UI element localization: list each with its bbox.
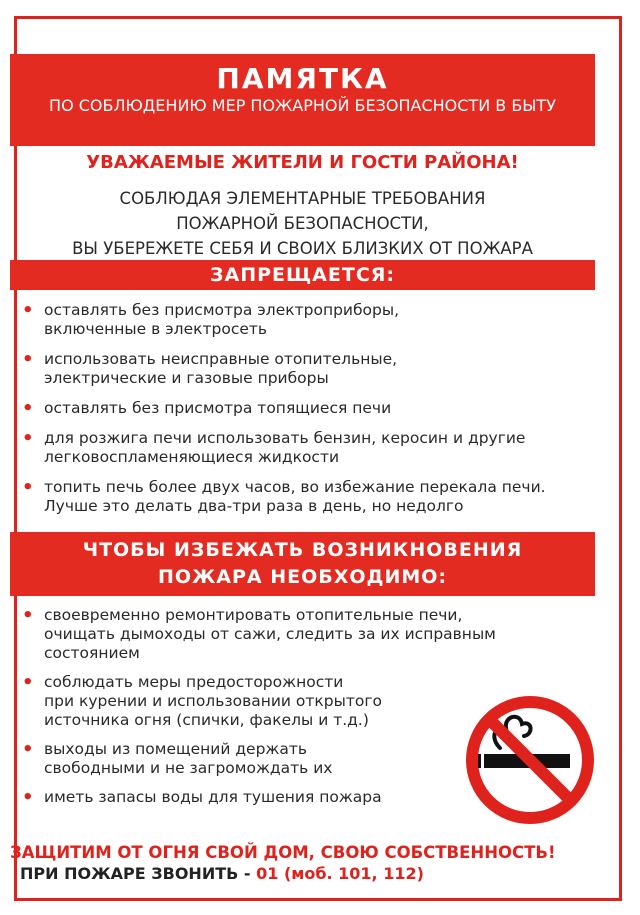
no-smoking-icon [460, 690, 600, 830]
list-item: • соблюдать меры предосторожности при курении и использовании открытого источника огня (спички, факелы и т.д.) [22, 672, 383, 729]
bullet-dot-icon: • [22, 477, 34, 498]
prevent-heading: ЧТОБЫ ИЗБЕЖАТЬ ВОЗНИКНОВЕНИЯ ПОЖАРА НЕОБХОДИМО: [10, 532, 595, 596]
intro-line: СОБЛЮДАЯ ЭЛЕМЕНТАРНЫЕ ТРЕБОВАНИЯ [119, 189, 486, 208]
intro-text [10, 186, 595, 261]
list-item: • выходы из помещений держать свободными и не загромождать их [22, 739, 333, 777]
bullet-dot-icon: • [22, 605, 34, 626]
bullet-dot-icon: • [22, 349, 34, 370]
greeting: УВАЖАЕМЫЕ ЖИТЕЛИ И ГОСТИ РАЙОНА! [86, 152, 519, 173]
bullet-dot-icon: • [22, 428, 34, 449]
intro-line: ПОЖАРНОЙ БЕЗОПАСНОСТИ, [176, 214, 429, 233]
header-band [10, 54, 595, 146]
intro-line: ВЫ УБЕРЕЖЕТЕ СЕБЯ И СВОИХ БЛИЗКИХ ОТ ПОЖАРА [72, 239, 533, 258]
list-item: • своевременно ремонтировать отопительные печи, очищать дымоходы от сажи, следить за их исправным состоянием [22, 605, 496, 662]
list-item: • оставлять без присмотра электроприборы, включенные в электросеть [22, 300, 400, 338]
list-item: • топить печь более двух часов, во избежание перекала печи. Лучше это делать два-три раза в день, но недолго [22, 477, 546, 515]
forbidden-list [20, 301, 590, 527]
bullet-dot-icon: • [22, 300, 34, 321]
list-item: • для розжига печи использовать бензин, керосин и другие легковоспламеняющиеся жидкости [22, 428, 526, 466]
emergency-phone: ПРИ ПОЖАРЕ ЗВОНИТЬ - 01 (моб. 101, 112) [20, 864, 424, 883]
bullet-dot-icon: • [22, 672, 34, 693]
forbidden-heading: ЗАПРЕЩАЕТСЯ: [10, 260, 595, 290]
page-title: ПАМЯТКА [216, 62, 389, 95]
footer-slogan: ЗАЩИТИМ ОТ ОГНЯ СВОЙ ДОМ, СВОЮ СОБСТВЕННОСТЬ! [10, 843, 556, 862]
bullet-dot-icon: • [22, 398, 34, 419]
page-subtitle: ПО СОБЛЮДЕНИЮ МЕР ПОЖАРНОЙ БЕЗОПАСНОСТИ В БЫТУ [49, 96, 556, 115]
list-item: • оставлять без присмотра топящиеся печи [22, 398, 392, 419]
list-item: • использовать неисправные отопительные, электрические и газовые приборы [22, 349, 398, 387]
list-item: • иметь запасы воды для тушения пожара [22, 787, 382, 808]
bullet-dot-icon: • [22, 739, 34, 760]
bullet-dot-icon: • [22, 787, 34, 808]
